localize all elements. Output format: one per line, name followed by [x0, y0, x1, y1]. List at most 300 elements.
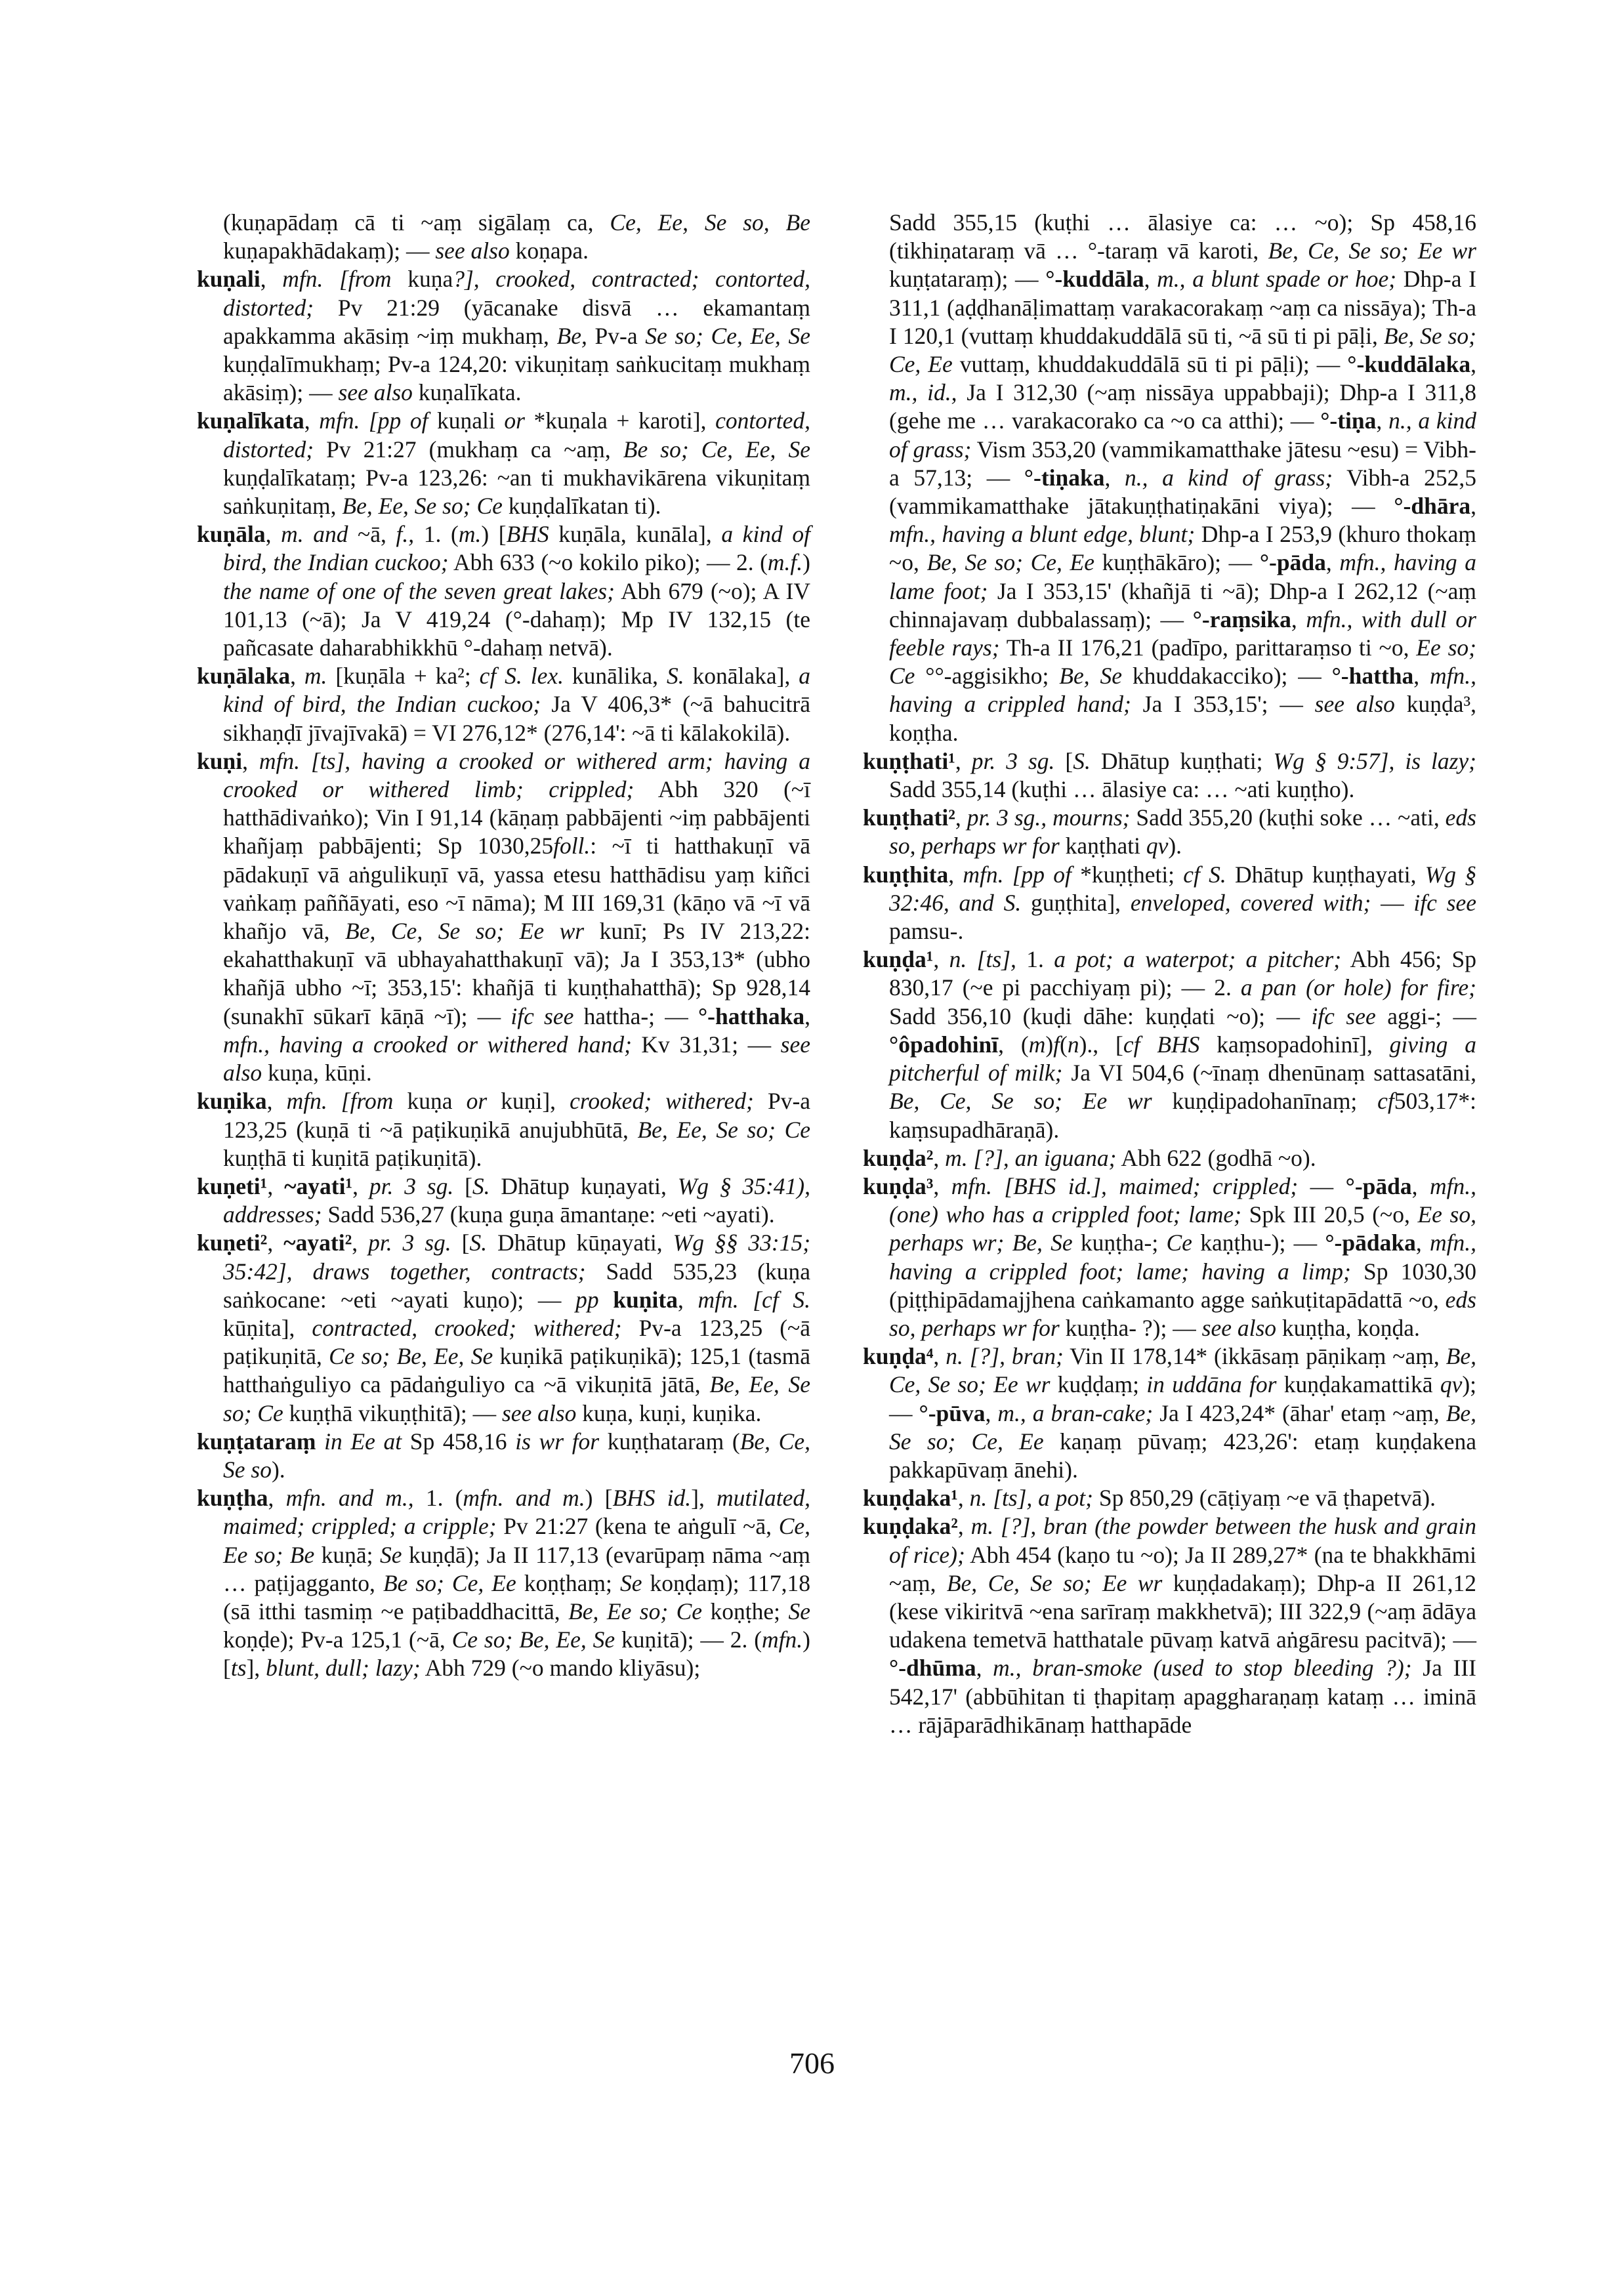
entry-text: Vism 353,20 (vammikamatthake jātesu ~esu) = Vibh-a 57,13; — [889, 436, 1476, 491]
italic-text: Be, Se [1059, 663, 1122, 690]
entry-text: Vin II 178,14* (ikkāsaṃ pāṇikaṃ ~aṃ, [1063, 1343, 1446, 1370]
italic-text: pr. 3 sg., mourns; [967, 804, 1131, 831]
italic-text: BHS id. [612, 1485, 692, 1512]
italic-text: a kind of bird, the Indian cuckoo; [223, 521, 811, 576]
headword: ~ayati¹ [284, 1172, 353, 1199]
italic-text: mfn., with dull or feeble rays; [889, 606, 1476, 661]
entry-text: , [1144, 266, 1157, 293]
entry-text: 1. [1016, 946, 1054, 973]
italic-text: mfn., having a crooked or withered hand; [223, 1031, 632, 1058]
italic-text: mfn. [from [282, 266, 392, 293]
entry-text: , [957, 1485, 970, 1512]
headword: °-tiṇaka [1024, 464, 1105, 491]
entry-text: Dhātup kuṇṭhati; [1090, 747, 1274, 774]
entry-text: khuddakacciko); — [1121, 663, 1332, 690]
italic-text: m [1028, 1031, 1046, 1058]
entry-text: , [242, 747, 259, 774]
entry-text: ], [691, 1485, 717, 1512]
italic-text: mutilated, maimed; crippled; a cripple; [223, 1485, 810, 1540]
italic-text: pp [575, 1286, 599, 1313]
italic-text: Be, Ce, Se so; Ee wr [345, 918, 585, 945]
entry-text: kuṇṭha- ?); — [1059, 1314, 1202, 1341]
italic-text: ifc see [510, 1003, 574, 1029]
italic-text: S. [472, 1172, 490, 1199]
entry-text: , [955, 747, 972, 774]
italic-text: S. [666, 663, 684, 690]
italic-text: m.f. [767, 549, 803, 576]
entry-text: kuṇali [428, 407, 505, 434]
dictionary-entry [197, 1229, 810, 1427]
italic-text: Be, Ce, Se so; Ee wr [889, 1343, 1476, 1398]
italic-text: pr. 3 sg. [971, 747, 1055, 774]
entry-text: kuṇṭhā ti kuṇitā paṭikuṇitā). [223, 1144, 482, 1171]
headword: °-pūva [919, 1399, 986, 1426]
headword: kuṇalīkata [197, 407, 304, 434]
italic-text: see also [435, 238, 510, 264]
page-number: 706 [789, 2046, 835, 2080]
entry-text: Th-a II 176,21 (padīpo, parittaraṃso ti ~o, [999, 634, 1417, 661]
entry-text: ) [ [481, 521, 507, 548]
headword: kuṇḍa¹ [863, 946, 934, 973]
dictionary-entry [863, 747, 1476, 804]
entry-text: Sadd 536,27 (kuṇa guṇa āmantaṇe: ~eti ~ayati). [322, 1201, 775, 1228]
italic-text: f [1053, 1031, 1060, 1058]
headword: kuṇḍa³ [863, 1172, 934, 1199]
italic-text: pr. 3 sg. [368, 1230, 451, 1256]
dictionary-entry [197, 520, 810, 662]
entry-text: , [933, 1172, 951, 1199]
italic-text: f., [396, 521, 415, 548]
entry-text: *kuṇṭheti; [1071, 861, 1184, 888]
entry-text: kuṇḍalīkatan ti). [502, 493, 661, 520]
entry-text: kaṇṭhati [1059, 833, 1146, 859]
entry-text: ) [802, 549, 810, 576]
italic-text: n [1067, 1031, 1079, 1058]
italic-text: mfn. [pp of [319, 407, 428, 434]
entry-text: kuṇḍalīmukhaṃ; Pv-a 124,20: vikuṇitaṃ saṅkucitaṃ mukhaṃ akāsiṃ); — [223, 351, 810, 406]
italic-text: is wr for [515, 1428, 600, 1455]
italic-text: crooked; withered; [570, 1088, 754, 1115]
entry-text: kuṇa [393, 1088, 467, 1115]
italic-text: eds so, perhaps wr for [889, 1286, 1476, 1341]
entry-text: Pv-a 123,25 (~ā paṭikuṇitā, [223, 1314, 810, 1370]
entry-text: kaṃsopadohinī], [1199, 1031, 1390, 1058]
italic-text: Be, Ce, Se so [223, 1428, 810, 1483]
italic-text: mfn. and m., [285, 1485, 414, 1512]
entry-text: ) [1045, 1031, 1054, 1058]
italic-text: n., a kind of grass; [889, 407, 1476, 463]
entry-continuation [197, 209, 810, 265]
dictionary-entry [863, 1512, 1476, 1739]
headword: °ôpadohinī [889, 1031, 999, 1058]
italic-text: cf [1377, 1088, 1394, 1115]
italic-text: foll. [553, 833, 591, 859]
italic-text: giving a pitcherful of milk; [889, 1031, 1476, 1086]
headword: °-pāda [1259, 549, 1326, 576]
entry-text: Abh 679 (~o); A IV 101,13 (~ā); Ja V 419,24 (°-dahaṃ); Mp IV 132,15 (te pañcasate daharabhikkhū °-dahaṃ netvā). [223, 577, 810, 661]
entry-text: , [933, 1144, 946, 1171]
entry-text [316, 1428, 324, 1455]
headword: °-tiṇa [1320, 407, 1377, 434]
italic-text: ifc see [1311, 1003, 1376, 1029]
entry-text: aggi-; — [1375, 1003, 1477, 1029]
italic-text: Be, Ee, Se so; Ce [223, 1371, 811, 1426]
entry-text: kuṇṭhā vikuṇṭhitā); — [283, 1399, 502, 1426]
entry-text: kuḍḍaṃ; [1050, 1371, 1147, 1398]
italic-text: m. [?], bran (the powder between the husk and grain of rice); [889, 1513, 1476, 1568]
italic-text: in uddāna for [1146, 1371, 1277, 1398]
italic-text: blunt, dull; lazy; [266, 1655, 421, 1682]
italic-text: cf S. lex. [479, 663, 564, 690]
entry-text: , [1470, 351, 1476, 378]
italic-text: m. and [281, 521, 348, 548]
headword: °-hatthaka [697, 1003, 805, 1029]
italic-text: mfn. [from [286, 1088, 394, 1115]
italic-text: Be, Ee so; Ce [568, 1598, 703, 1624]
entry-text: kuṇḍalīkataṃ; Pv-a 123,26: ~an ti mukhavikārena vikuṇitaṃ saṅkuṇitaṃ, [223, 464, 810, 520]
entry-text: , [933, 946, 949, 973]
italic-text: in Ee at [324, 1428, 402, 1455]
entry-text: Ja I 423,24* (āhar' etaṃ ~aṃ, [1153, 1399, 1446, 1426]
entry-text: kaṇaṃ pūvaṃ; 423,26': etaṃ kuṇḍakena pakkapūvaṃ ānehi). [889, 1428, 1476, 1483]
italic-text: ?], crooked, contracted; contorted, distorted; [223, 266, 810, 321]
italic-text: m., a blunt spade or hoe; [1157, 266, 1397, 293]
entry-text: Pv 21:27 (kena te aṅgulī ~ā, [496, 1513, 779, 1540]
entry-text: Dhp-a I 311,1 (aḍḍhanāḷimattaṃ varakacorakaṃ ~aṃ ca nissāya); Th-a I 120,1 (vuttaṃ khuddakuddālā sū ti, ~ā sū ti pi pāḷi, [889, 266, 1476, 349]
headword: °-hattha [1331, 663, 1414, 690]
entry-text: Pv-a [587, 322, 646, 349]
italic-text: mfn., having a blunt edge, blunt; [889, 521, 1196, 548]
headword: kuṇi [197, 747, 243, 774]
entry-text: Sadd 355,15 (kuṭhi … ālasiye ca: … ~o); Sp 458,16 (tikhiṇataraṃ vā … °-taraṃ vā karoti, [889, 209, 1476, 264]
entry-text: ). [271, 1456, 285, 1483]
headword: °-dhūma [889, 1655, 976, 1682]
entry-text: kūṇita], [223, 1314, 312, 1341]
entry-text: , [1411, 1172, 1430, 1199]
italic-text: Be, [556, 322, 587, 349]
dictionary-entry [863, 804, 1476, 860]
italic-text: see also [1201, 1314, 1277, 1341]
italic-text: contorted, distorted; [223, 407, 811, 463]
entry-text: 1. ( [413, 1485, 463, 1512]
entry-text: kaṇṭhu-); — [1192, 1230, 1325, 1256]
entry-text: Ja III 542,17' (abbūhitan ti ṭhapitaṃ apaggharaṇaṃ kataṃ … iminā … rājāparādhikānaṃ hatthapāde [889, 1655, 1476, 1738]
italic-text: Ce [1166, 1230, 1192, 1256]
italic-text: see also [338, 379, 413, 406]
italic-text: Ee so, perhaps wr; Be, Se [889, 1201, 1476, 1256]
entry-text: , [677, 1286, 698, 1313]
italic-text: m., id., [889, 379, 957, 406]
entry-text: , [267, 1230, 284, 1256]
headword: kuṇita [613, 1286, 678, 1313]
italic-text: mfn. and m. [463, 1485, 585, 1512]
italic-text: Ce, Ee, Se so, Be [610, 209, 810, 236]
headword: kuṇāla [197, 521, 266, 548]
italic-text: Se [788, 1598, 810, 1624]
entry-text: (kuṇapādaṃ cā ti ~aṃ sigālaṃ ca, [223, 209, 610, 236]
italic-text: mfn., having a crippled foot; lame; having a limp; [889, 1230, 1476, 1285]
dictionary-entry [197, 747, 810, 1087]
italic-text: see also [1314, 691, 1395, 718]
italic-text: Be so; Ce, Ee, Se [623, 436, 810, 463]
italic-text: ifc see [1413, 889, 1477, 916]
entry-text: kuṇṭhataraṃ ( [599, 1428, 740, 1455]
headword: °-kuddāla [1045, 266, 1144, 293]
entry-text: Ja I 353,15'; — [1131, 691, 1315, 718]
entry-text: [kuṇāla + ka²; [327, 663, 480, 690]
entry-text: Dhātup kūṇayati, [487, 1230, 673, 1256]
entry-text: , [1291, 606, 1306, 632]
italic-text: Ce, Ee so; Be [223, 1513, 811, 1568]
italic-text: Be, Se so; Ce, Ee [889, 1399, 1477, 1455]
entry-text: , [1415, 1230, 1430, 1256]
entry-text: , [265, 521, 281, 548]
entry-text: koṇṭhe; [702, 1598, 789, 1624]
headword: kuṇḍaka² [863, 1513, 958, 1540]
italic-text: the name of one of the seven great lakes; [223, 577, 615, 604]
entry-text: Spk III 20,5 (~o, [1241, 1201, 1418, 1228]
italic-text: eds so, perhaps wr for [889, 804, 1476, 859]
entry-text: , [304, 407, 320, 434]
italic-text: Wg § 32:46, and S. [889, 861, 1477, 916]
dictionary-entry [863, 1484, 1476, 1512]
headword: kuṇeti¹ [197, 1172, 268, 1199]
headword: °-pāda [1345, 1172, 1412, 1199]
entry-text: kuṇikā paṭikuṇikā); 125,1 (tasmā hatthaṅguliyo ca pādaṅguliyo ca ~ā vikuṇitā jātā, [223, 1343, 810, 1398]
entry-text: , [1470, 493, 1476, 520]
entry-text: Kv 31,31; — [631, 1031, 781, 1058]
entry-text: kuṇāla, kunāla], [549, 521, 722, 548]
entry-text: Abh 633 (~o kokilo piko); — 2. ( [448, 549, 768, 576]
italic-text: Wg § 35:41), addresses; [223, 1172, 811, 1228]
entry-text: kuṇḍa³, koṇṭha. [889, 691, 1477, 746]
italic-text: enveloped, covered with; [1130, 889, 1371, 916]
headword: kuṇṭhita [863, 861, 949, 888]
dictionary-entry [197, 407, 810, 520]
italic-text: Wg § 9:57], is lazy; [1273, 747, 1477, 774]
italic-text: Be, Ce, Se so; Ee wr [889, 1088, 1152, 1115]
entry-text: kuṇa [391, 266, 453, 293]
entry-text: , [352, 1230, 369, 1256]
entry-text: : ~ī ti hatthakuṇī vā pādakuṇī vā aṅgulikuṇī vā, yassa etesu hatthādisu yaṃ kiñci vaṅkaṃ paññāyati, eso ~ī nāma); M III 169,31 (kāṇo vā ~ī vā khañjo vā, [223, 833, 810, 945]
entry-text: Sp 850,29 (cāṭiyaṃ ~e vā ṭhapetvā). [1093, 1485, 1436, 1512]
entry-text: kuṇā; [314, 1541, 381, 1568]
italic-text: Be, Se so; Ce, Ee [927, 549, 1095, 576]
italic-text: or [466, 1088, 488, 1115]
entry-text: , [955, 804, 967, 831]
entry-text: Dhātup kuṇṭhayati, [1226, 861, 1425, 888]
entry-text: Sadd 355,14 (kuṭhi … ālasiye ca: … ~ati kuṇṭho). [889, 776, 1355, 803]
italic-text: m. [304, 663, 327, 690]
italic-text: pr. 3 sg. [369, 1172, 454, 1199]
entry-text: Sp 1030,30 (piṭṭhipādamajjhena caṅkamanto agge saṅkuṭitapādattā ~o, [889, 1258, 1476, 1313]
entry-text: , [1104, 464, 1125, 491]
entry-text: , [266, 1088, 287, 1115]
entry-text: Sadd 355,20 (kuṭhi soke … ~ati, [1130, 804, 1446, 831]
entry-text: , [985, 1399, 998, 1426]
dictionary-entry [863, 1144, 1476, 1172]
entry-text: kuṇitā); — 2. ( [615, 1626, 762, 1653]
entry-text: °°-aggisikho; [915, 663, 1060, 690]
italic-text: mfn. [BHS id.], maimed; crippled; [951, 1172, 1299, 1199]
entry-text: kuṇṭataraṃ); — [889, 266, 1046, 293]
dictionary-entry [197, 1087, 810, 1172]
entry-text: kuṇḍakamattikā [1276, 1371, 1440, 1398]
entry-text: *kuṇala + karoti], [524, 407, 716, 434]
entry-text: Dhātup kuṇayati, [489, 1172, 678, 1199]
entry-text: 503,17*: kaṃsupadhāraṇā). [889, 1088, 1476, 1143]
headword: °-raṃsika [1192, 606, 1291, 632]
italic-text: m. [458, 521, 482, 548]
entry-text: — [1298, 1172, 1346, 1199]
headword: kuṇḍa² [863, 1144, 934, 1171]
entry-text: koṇḍaṃ); 117,18 (sā itthi tasmiṃ ~e paṭibaddhacittā, [223, 1569, 810, 1624]
entry-text: koṇapa. [509, 238, 589, 264]
italic-text: mfn., (one) who has a crippled foot; lame; [889, 1172, 1477, 1228]
entry-text: Pv-a 123,25 (kuṇā ti ~ā paṭikuṇikā anujubhūtā, [223, 1088, 811, 1143]
italic-text: n., a kind of grass; [1124, 464, 1333, 491]
entry-text: Dhp-a I 253,9 (khuro thokaṃ ~o, [889, 521, 1476, 576]
headword: kuṇika [197, 1088, 267, 1115]
headword: kuṇḍa⁴ [863, 1343, 934, 1370]
entry-text: , [267, 1172, 285, 1199]
headword: kuṇṭhati¹ [863, 747, 955, 774]
entry-text: hattha-; — [573, 1003, 698, 1029]
dictionary-entry [197, 662, 810, 747]
entry-text: Abh 320 (~ī hatthādivaṅko); Vin I 91,14 (kāṇaṃ pabbājenti ~iṃ pabbājenti khañjaṃ pabbājenti; Sp 1030,25 [223, 776, 810, 859]
italic-text: Be so; Ce, Ee [383, 1569, 516, 1596]
italic-text: mfn. [cf S. [697, 1286, 811, 1313]
entry-text: , [290, 663, 304, 690]
entry-text: ). [1168, 833, 1182, 859]
entry-text: Vibh-a 252,5 (vammikamatthake jātakuṇṭhatiṇakāni viya); — [889, 464, 1477, 520]
entry-text: ); — [889, 1371, 1477, 1426]
headword: kuṇālaka [197, 663, 291, 690]
entry-text: Ja VI 504,6 (~īnaṃ dhenūnaṃ sattasatāni, [1062, 1060, 1476, 1086]
headword: kuṇṭha [197, 1485, 268, 1512]
entry-text: kuṇḍipadohanīnaṃ; [1152, 1088, 1378, 1115]
italic-text: m. [?], an iguana; [945, 1144, 1117, 1171]
entry-text: koṇḍe); Pv-a 125,1 (~ā, [223, 1626, 452, 1653]
headword: kuṇali [197, 266, 260, 293]
entry-text: [ [453, 1172, 472, 1199]
entry-text: [ [451, 1230, 470, 1256]
entry-text: ], [246, 1655, 266, 1682]
italic-text: or [504, 407, 525, 434]
entry-text: , [352, 1172, 369, 1199]
entry-text: kuṇalīkata. [412, 379, 522, 406]
entry-text: pamsu-. [889, 918, 964, 945]
italic-text: S. [1073, 747, 1091, 774]
entry-text: , [268, 1485, 286, 1512]
entry-text: [ [1054, 747, 1073, 774]
right-column [863, 209, 1476, 1739]
entry-text: koṇṭhaṃ; [516, 1569, 620, 1596]
italic-text: mfn. [ts], having a crooked or withered arm; having a crooked or withered limb; crippled; [223, 747, 810, 803]
dictionary-entry [197, 265, 810, 407]
entry-text: kuṇi], [487, 1088, 570, 1115]
entry-text: kuṇṭha-; [1072, 1230, 1167, 1256]
entry-text: Pv 21:27 (mukhaṃ ca ~aṃ, [314, 436, 623, 463]
headword: kuṇḍaka¹ [863, 1485, 958, 1512]
entry-text: kuṇa, kūṇi. [262, 1060, 372, 1086]
italic-text: n. [?], bran; [946, 1343, 1064, 1370]
italic-text: mfn. [pp of [963, 861, 1072, 888]
headword: °-dhāra [1394, 493, 1471, 520]
italic-text: Be, Ee, Se so; Ce [637, 1116, 810, 1143]
italic-text: S. [469, 1230, 488, 1256]
italic-text: qv [1146, 833, 1169, 859]
entry-text: ~ā, [348, 521, 396, 548]
entry-text: kunī; Ps IV 213,22: ekahatthakuṇī vā ubhayahatthakuṇī vā); Ja I 353,13* (ubho khañjā ubho ~ī; 353,15': khañjā ti kuṇṭhahatthā); Sp 928,14 (sunakhī sūkarī kāṇā ~ī); — [223, 918, 810, 1029]
italic-text: Se [619, 1569, 642, 1596]
italic-text: Be, Ee, Se so; Ce [342, 493, 503, 520]
entry-text: Ja V 406,3* (~ā bahucitrā sikhaṇḍī jīvajīvakā) = VI 276,12* (276,14': ~ā ti kālakokilā). [223, 691, 810, 746]
entry-text: kunālika, [563, 663, 667, 690]
italic-text: BHS [506, 521, 549, 548]
entry-text: kuṇḍadakaṃ); Dhp-a II 261,12 (kese vikiritvā ~ena sarīraṃ makkhetvā); III 322,9 (~aṃ ādāya udakena temetvā hatthatale pūvaṃ katvā aṅgāresu pacitvā); — [889, 1569, 1476, 1653]
italic-text: cf S. [1183, 861, 1226, 888]
entry-text: — [1371, 889, 1414, 916]
italic-text: see also [501, 1399, 577, 1426]
entry-text: Sadd 535,23 (kuṇa saṅkocane: ~eti ~ayati kuṇo); — [223, 1258, 810, 1313]
entry-text: , [260, 266, 283, 293]
entry-text: ( [1060, 1031, 1068, 1058]
italic-text: mfn., having a lame foot; [889, 549, 1477, 604]
entry-text: , [1413, 663, 1430, 690]
entry-text: 1. ( [414, 521, 459, 548]
dictionary-entry [863, 1172, 1476, 1342]
entry-text: kuṇṭha, koṇḍa. [1276, 1314, 1420, 1341]
entry-text: , [1376, 407, 1389, 434]
entry-text: , [976, 1655, 993, 1682]
entry-text: Ja I 353,15' (khañjā ti ~ā); Dhp-a I 262,12 (~aṃ chinnajavaṃ dubbalassaṃ); — [889, 577, 1476, 632]
italic-text: contracted, crooked; withered; [312, 1314, 622, 1341]
dictionary-entry [863, 1342, 1476, 1484]
italic-text: a kind of bird, the Indian cuckoo; [223, 663, 810, 718]
italic-text: qv [1440, 1371, 1463, 1398]
entry-text: ) [ [223, 1626, 810, 1682]
entry-text: guṇṭhita], [1021, 889, 1131, 916]
entry-text: kuṇḍā); Ja II 117,13 (evarūpaṃ nāma ~aṃ … paṭijagganto, [223, 1541, 810, 1596]
italic-text: mfn., having a crippled hand; [889, 663, 1476, 718]
entry-text: kuṇapakhādakaṃ); — [223, 238, 436, 264]
headword: kuṇṭhati² [863, 804, 955, 831]
italic-text: n. [ts], [949, 946, 1016, 973]
entry-text: Abh 729 (~o mando kliyāsu); [420, 1655, 701, 1682]
italic-text: Be, Ce, Se so; Ee wr [946, 1569, 1163, 1596]
headword: °-pādaka [1325, 1230, 1416, 1256]
italic-text: a pan (or hole) for fire; [1240, 974, 1476, 1001]
dictionary-entry [863, 945, 1476, 1144]
entry-text: Sp 458,16 [402, 1428, 516, 1455]
headword: °-kuddālaka [1347, 351, 1471, 378]
entry-text: , [804, 1003, 810, 1029]
entry-text: Abh 454 (kaṇo tu ~o); Ja II 289,27* (na te bhakkhāmi ~aṃ, [889, 1541, 1476, 1596]
entry-text: konālaka], [684, 663, 799, 690]
entry-text: , [933, 1343, 946, 1370]
italic-text: m., bran-smoke (used to stop bleeding ?); [993, 1655, 1412, 1682]
italic-text: ts [230, 1655, 247, 1682]
italic-text: Be, Se so; Ce, Ee [889, 322, 1476, 378]
italic-text: Ce so; Be, Ee, Se [451, 1626, 615, 1653]
dictionary-entry [197, 1428, 810, 1484]
italic-text: m., a bran-cake; [997, 1399, 1154, 1426]
entry-text: , [948, 861, 963, 888]
dictionary-entry [863, 861, 1476, 946]
entry-text: )., [ [1079, 1031, 1123, 1058]
entry-text [599, 1287, 614, 1313]
